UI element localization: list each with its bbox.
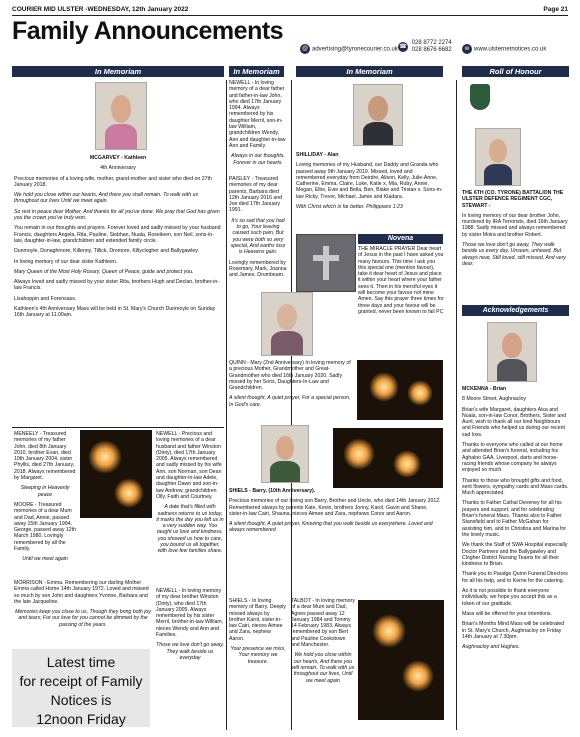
verse: Sleeping in Heavenly peace bbox=[20, 485, 70, 498]
notice-text: Thank you to Paudge Quinn Funeral Directors for all his help, and to Kerrie for the catering. bbox=[462, 571, 568, 584]
band-in-memoriam-2: In Memoriam bbox=[229, 66, 284, 77]
phone-2: 028 8676 6682 bbox=[411, 47, 452, 53]
notice-quinn bbox=[229, 360, 354, 420]
notice-text: In loving memory of our dear sister Kathleen. bbox=[14, 258, 118, 265]
notice-text: Aughnacloy and Hughes. bbox=[462, 644, 520, 651]
notice-text: Thanks to those who brought gifts and food, sent flowers, sympathy cards and Mass cards. Much appreciated. bbox=[462, 477, 569, 497]
notice-text: NEWELL - In loving memory of a dear father and father-in-law John, who died 17th January 1994. Always remembered by his daughter Merril, son-in-law William, grandchildren Wendy, Ann and daughter-in-law Ann and Family. bbox=[229, 80, 286, 149]
web-icon: w bbox=[462, 44, 472, 54]
regiment-crest-icon bbox=[470, 84, 490, 110]
verse: Your presence we miss, Your memory we treasure. bbox=[230, 646, 286, 665]
notice-mckenna bbox=[462, 386, 569, 731]
band-novena: Novena bbox=[358, 234, 443, 244]
notice-text: PAISLEY - Treasured memories of my dear parents, Barbara died 12th January 2016 and Joe died 17th January 1991. bbox=[229, 176, 283, 214]
deadline-line: Notices is bbox=[50, 692, 112, 708]
notice-text: Lisahoppin and Forensass. bbox=[14, 295, 77, 302]
candle-image bbox=[357, 360, 443, 420]
verse: A silent thought, A quiet prayer, Knowing that you walk beside us everywhere. Loved and always remembered bbox=[229, 521, 433, 534]
notice-newell-2 bbox=[156, 431, 224, 586]
phone-icon: ☎ bbox=[399, 44, 407, 50]
notice-text: As it is not possible to thank everyone individually, we hope you accept this as a token of our gratitude. bbox=[462, 588, 557, 607]
notice-shiels-2 bbox=[229, 598, 287, 728]
notice-text: Precious memories of our loving son Barry, Brother and Uncle, who died 14th January 2012. Remembered always by parents Kate, Kevin, brothers Jonny, Karol, Gavin and Shane, sister-in-law Cairi, Shauna, nieces Aimee and Zara, nephews Conor and Aaron. bbox=[229, 498, 441, 517]
column-divider bbox=[226, 80, 227, 730]
verse: So rest in peace dear Mother, And thanks for all you've done. We pray that God has given you the crown you've truly won. bbox=[14, 208, 220, 222]
paper-dateline: COURIER MID ULSTER -WEDNESDAY, 12th January 2022 bbox=[12, 6, 189, 13]
section-divider bbox=[12, 427, 224, 428]
notice-text: Mass will be offered for your intentions. bbox=[462, 610, 552, 617]
notice-text: Thanks to everyone who called at our home and attended Brian's funeral, including his Aghaloo GAA, Liverpool, darts and horse-racing friends whose company he always enjoyed so much. bbox=[462, 442, 563, 474]
notice-text: Loving memories of my Husband, our Daddy and Granda who passed away 9th January 2019. Missed, loved and remembered everyday from Deirdre, Alison, Kelly, Julie-Anne, Catherine, Emma, Claire, Luke, Katie x, Mia, Ruby, Annie, Megan, Elbe, Evie and Bella, Ben, Blake and Tristan x. Sons-in-law Ricky, Trevor, Michael, Jamie and Kladara. bbox=[296, 162, 443, 200]
notice-text: MORRISON - Emma. Remembering our darling Mother Emma called Home 14th January 1972. Loved and missed so much by son John and daughters Yvonne, Barbara and the late Jacqueline. bbox=[14, 580, 149, 605]
verse: Those we love don't go away, They walk beside us every day, Unseen, unheard, But always near, Still loved, still missed, And very dear. bbox=[462, 242, 566, 267]
notice-meneely-moore bbox=[14, 431, 76, 579]
band-acknowledgements: Acknowledgements bbox=[462, 305, 569, 316]
page-number: Page 21 bbox=[543, 6, 568, 13]
bible-image bbox=[296, 234, 356, 292]
photo-shilliday bbox=[353, 84, 403, 146]
band-roll-of-honour: Roll of Honour bbox=[462, 66, 569, 77]
band-in-memoriam-3: In Memoriam bbox=[296, 66, 443, 77]
deadline-line: 12noon Friday bbox=[36, 711, 126, 727]
notice-text: TALBOT - In loving memory of a dear Mum and Dad, Agnes passed away 12 January 1984 and Tommy 14 February 1983. Always remembered by son Bert and Pauline Cookstown and Manchester. bbox=[291, 598, 355, 649]
notice-newell-3 bbox=[156, 588, 224, 728]
email-icon: @ bbox=[301, 46, 309, 52]
notice-name: SHILLIDAY - Alan bbox=[296, 152, 339, 158]
page-title: Family Announcements bbox=[12, 17, 284, 45]
notice-mcgarvey bbox=[14, 155, 222, 425]
notice-text: Kathleen's 4th Anniversary Mass will be held in St. Mary's Church Dunmoyle on Sunday 16th January at 11.00am. bbox=[14, 306, 216, 319]
notice-text: SHIELS - In loving memory of Barry. Deeply missed always by brother Karol, sister-in-law Cairi, nieces Aimee and Zara, nephew Aaron. bbox=[229, 598, 286, 642]
verse: We hold you close within our hearts, And there you will remain, To walk with us throughout our lives, Until we meet again bbox=[291, 652, 355, 684]
notice-text: Brian's Months Mind Mass will be celebrated in St. Mary's Church, Aughnacloy on Friday 14th January at 7.30pm. bbox=[462, 621, 565, 640]
phone-1: 028 8772 2274 bbox=[411, 40, 452, 46]
notice-morrison bbox=[14, 580, 152, 646]
notice-address: 8 Moore Street, Aughnacloy bbox=[462, 396, 527, 403]
notice-text: NEWELL - In loving memory of my dear brother Winston (Dinty), who died 17th January 2005. Always remembered by his sister Merril, brother-in-law William, nieces Wendy and Ann and Families. bbox=[156, 588, 224, 639]
verse: Memories keep you close to us, Though they bring both joy and tears; For our love for you cannot be dimmed by the passing of the years. bbox=[15, 609, 151, 628]
verse: It's so sad that you had to go, Your leaving caused such pain, But you were both so very special, And earths loss is Heavens gain. bbox=[230, 217, 286, 256]
verse: Always in our thoughts, Forever in our hearts. bbox=[231, 153, 285, 166]
candle-image bbox=[80, 430, 152, 518]
candle-image bbox=[358, 600, 444, 720]
notice-text: MOORE - Treasured memories of a dear Mum and Dad, Annie, passed away 15th January 1994, George, passed away 12th March 1980. Lovingly remembered by all the Family. bbox=[14, 501, 76, 553]
notice-text: Brian's wife Margaret, daughters Aisa and Nuala, son-in-law Conor, Brothers, Sister and Aunt, wish to thank all our kind Neighbours and Friends who helped us during our recent sad loss. bbox=[462, 406, 567, 438]
verse: Those we love don't go away, They walk beside us everyday bbox=[156, 642, 224, 661]
notice-text: THE MIRACLE PRAYER Dear heart of Jesus in the past I have asked you many favours. This time I ask you this special one (mention favour), take it dear heart of Jesus and place it within your heart where your father sees it. Then in his merciful eyes it will become your favour not mine Amen. Say this prayer three times for three days and your favour will be granted, never been known to fail PC bbox=[358, 246, 444, 315]
notice-text: Dunmoyle, Donaghmore, Killenny, Tillick, Dromore, Killyclogher and Ballygawley. bbox=[14, 248, 199, 255]
contact-phone[interactable] bbox=[398, 40, 452, 54]
photo-stewart bbox=[475, 128, 521, 186]
top-header-line bbox=[12, 6, 568, 16]
verse: A silent thought, A quiet prayer, For a special person, In God's care. bbox=[229, 395, 351, 408]
contact-email[interactable] bbox=[300, 44, 398, 54]
photo-quinn bbox=[261, 292, 313, 356]
notice-shiels bbox=[229, 488, 443, 578]
contact-web[interactable] bbox=[462, 44, 546, 54]
notice-text: Always loved and sadly missed by your sister Rita, brothers Hugh and Declan, brother-in-law Francis. bbox=[14, 279, 219, 292]
verse: We hold you close within our hearts, And there you shall remain. To walk with us throughout our lives Until we meet again. bbox=[14, 192, 199, 205]
verse: Mary Queen of the Most Holy Rosary. Queen of Peace, guide and protect you. bbox=[14, 268, 194, 275]
deadline-line: for receipt of Family bbox=[19, 673, 143, 689]
verse: With Christ which is far better. Philippians 1:23 bbox=[296, 204, 403, 211]
notice-text: Lovingly remembered by Rosemary, Mark, Joanna and James. Drumbeam. bbox=[229, 259, 287, 279]
notice-text: In loving memory of our dear brother John, murdered by IRA Terrorists, died 16th January 1988. Sadly missed and always remembered by sister Moira and brother Robert. bbox=[462, 212, 568, 238]
photo-mckenna bbox=[487, 322, 537, 382]
photo-shiels bbox=[261, 425, 309, 483]
notice-shilliday bbox=[296, 152, 443, 230]
notice-text: Thanks to Father Cathal Deveney for all his prayers and support, and for celebrating Brian's funeral Mass. Thanks also to Father Stansfield and to Father McGahan for assisting him, and to Christina and Marina for the lovely music. bbox=[462, 500, 567, 538]
candle-image bbox=[333, 428, 443, 488]
notice-text: We thank the Staff of SWA Hospital especially Doctor Partners and the Ballygawley and Clogher District Nursing Teams for all their kindness to Brian. bbox=[462, 542, 568, 568]
deadline-line: Latest time bbox=[46, 654, 116, 670]
anniversary-label: 4th Anniversary bbox=[100, 165, 136, 172]
notice-name: MCGARVEY - Kathleen bbox=[89, 155, 147, 161]
email-text: advertising@tyronecourier.co.uk bbox=[312, 46, 398, 53]
web-text: www.ulsternetnotices.co.uk bbox=[474, 46, 547, 53]
deadline-notice bbox=[12, 649, 150, 727]
column-divider bbox=[456, 80, 457, 730]
notice-name: THE 6TH (CO. TYRONE) BATTALION THE ULSTER DEFENCE REGIMENT CGC, STEWART - bbox=[462, 190, 564, 209]
notice-novena bbox=[358, 246, 444, 358]
notice-roll-of-honour bbox=[462, 190, 569, 302]
verse: A date that's filled with sadness returns to us today, it marks the day you left us in a very sudden way. You taught us love and kindness, you showed us how to care, you bound us all together, with love few families share. bbox=[156, 504, 224, 555]
photo-mcgarvey bbox=[95, 82, 147, 150]
band-in-memoriam-1: In Memoriam bbox=[12, 66, 224, 77]
notice-paisley bbox=[229, 176, 287, 292]
notice-name: MCKENNA - Brian bbox=[462, 386, 507, 392]
notice-text: You remain in our thoughts and prayers. Forever loved and sadly missed by your husband Francis, daughters Angela, Rita, Pauline, Siobhan, Nuala, Roseileen, son Neil, sons-in-law, daughter-in-law, grandchildren and extended family circle. bbox=[14, 225, 221, 244]
notice-text: QUINN - Mary (2nd Anniversary) In loving memory of a precious Mother, Grandmother and Great-Grandmother who died 16th January 2020. Sadly missed by her Sons, Daughters-In-Law and Grandchildren. bbox=[229, 360, 351, 392]
verse: Until we meet again bbox=[22, 556, 68, 563]
notice-name: SHIELS - Barry, (10th Anniversary). bbox=[229, 488, 316, 494]
notice-talbot bbox=[291, 598, 355, 728]
notice-text: Precious memories of a loving wife, mother, grand-mother and sister who died on 27th January 2018. bbox=[14, 175, 212, 188]
notice-text: MENEELY - Treasured memories of my father John, died 8th January 2010, brother Evan, died 10th January 2004, sister Phyllis, died 27th January, 2018. Always remembered by Margaret. bbox=[14, 431, 76, 482]
notice-text: NEWELL - Precious and loving memories of a dear husband and father Winston (Dinty), died 17th January 2005. Always remembered and sadly missed by his wife Ann, son Norman, son Dean and daughter-in-law Adele, daughter Dawn and son-in-law Andrew, grandchildren Olly, Faith and Courtney. bbox=[156, 431, 222, 500]
